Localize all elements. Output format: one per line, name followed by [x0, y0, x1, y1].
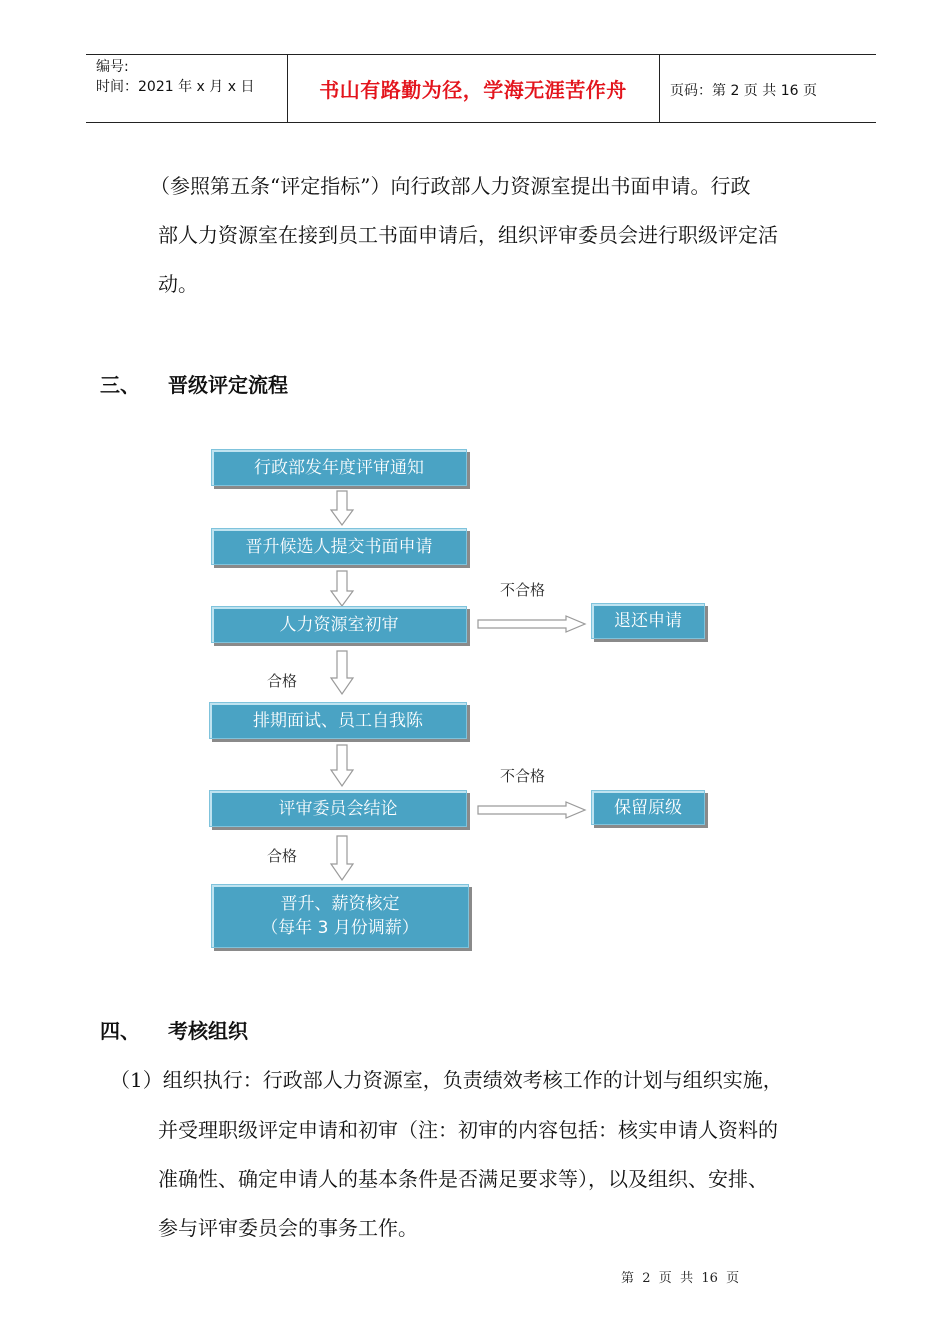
fail-label-2: 不合格 [500, 767, 546, 785]
down-arrow-5 [331, 836, 353, 880]
document-date: 时间：2021 年 x 月 x 日 [96, 79, 255, 95]
flow-step-promotion-salary [211, 884, 469, 948]
flow-step-promotion-line-1: 晋升、薪资核定 [280, 894, 400, 914]
section-3-title: 晋级评定流程 [168, 373, 288, 397]
down-arrow-3 [331, 651, 353, 694]
flow-step-committee-conclusion: 评审委员会结论 [209, 790, 467, 827]
item-1-line-4: 参与评审委员会的事务工作。 [158, 1216, 418, 1240]
section-4-title: 考核组织 [168, 1019, 248, 1043]
intro-line-2: 部人力资源室在接到员工书面申请后，组织评审委员会进行职级评定活 [158, 223, 778, 247]
section-4-number: 四、 [100, 1019, 140, 1043]
flow-step-promotion-line-2: （每年 3 月份调薪） [261, 918, 419, 938]
down-arrow-2 [331, 571, 353, 606]
intro-line-3: 动。 [158, 272, 198, 296]
flow-step-initial-review: 人力资源室初审 [211, 606, 467, 643]
section-3-number: 三、 [100, 373, 140, 397]
item-1-line-1: （1）组织执行：行政部人力资源室，负责绩效考核工作的计划与组织实施， [110, 1068, 783, 1092]
fail-label-1: 不合格 [500, 581, 546, 599]
item-1-line-3: 准确性、确定申请人的基本条件是否满足要求等），以及组织、安排、 [158, 1167, 768, 1191]
flow-reject-return: 退还申请 [591, 603, 705, 639]
header-motto: 书山有路勤为径，学海无涯苦作舟 [319, 78, 627, 102]
right-arrow-1 [478, 616, 585, 632]
right-arrow-2 [478, 802, 585, 818]
down-arrow-4 [331, 745, 353, 786]
flow-reject-keep-level: 保留原级 [591, 790, 705, 825]
down-arrow-1 [331, 491, 353, 525]
flow-step-application: 晋升候选人提交书面申请 [211, 528, 467, 565]
flow-step-interview: 排期面试、员工自我陈 [209, 702, 467, 739]
flow-step-notice: 行政部发年度评审通知 [211, 449, 467, 486]
header-page-number: 页码：第 2 页 共 16 页 [670, 83, 817, 99]
intro-line-1: （参照第五条“评定指标”）向行政部人力资源室提出书面申请。行政 [150, 174, 751, 198]
footer-page-number: 第 2 页 共 16 页 [621, 1271, 740, 1286]
pass-label-1: 合格 [267, 672, 298, 690]
document-number-label: 编号: [96, 59, 129, 75]
pass-label-2: 合格 [267, 847, 298, 865]
item-1-line-2: 并受理职级评定申请和初审（注：初审的内容包括：核实申请人资料的 [158, 1118, 778, 1142]
